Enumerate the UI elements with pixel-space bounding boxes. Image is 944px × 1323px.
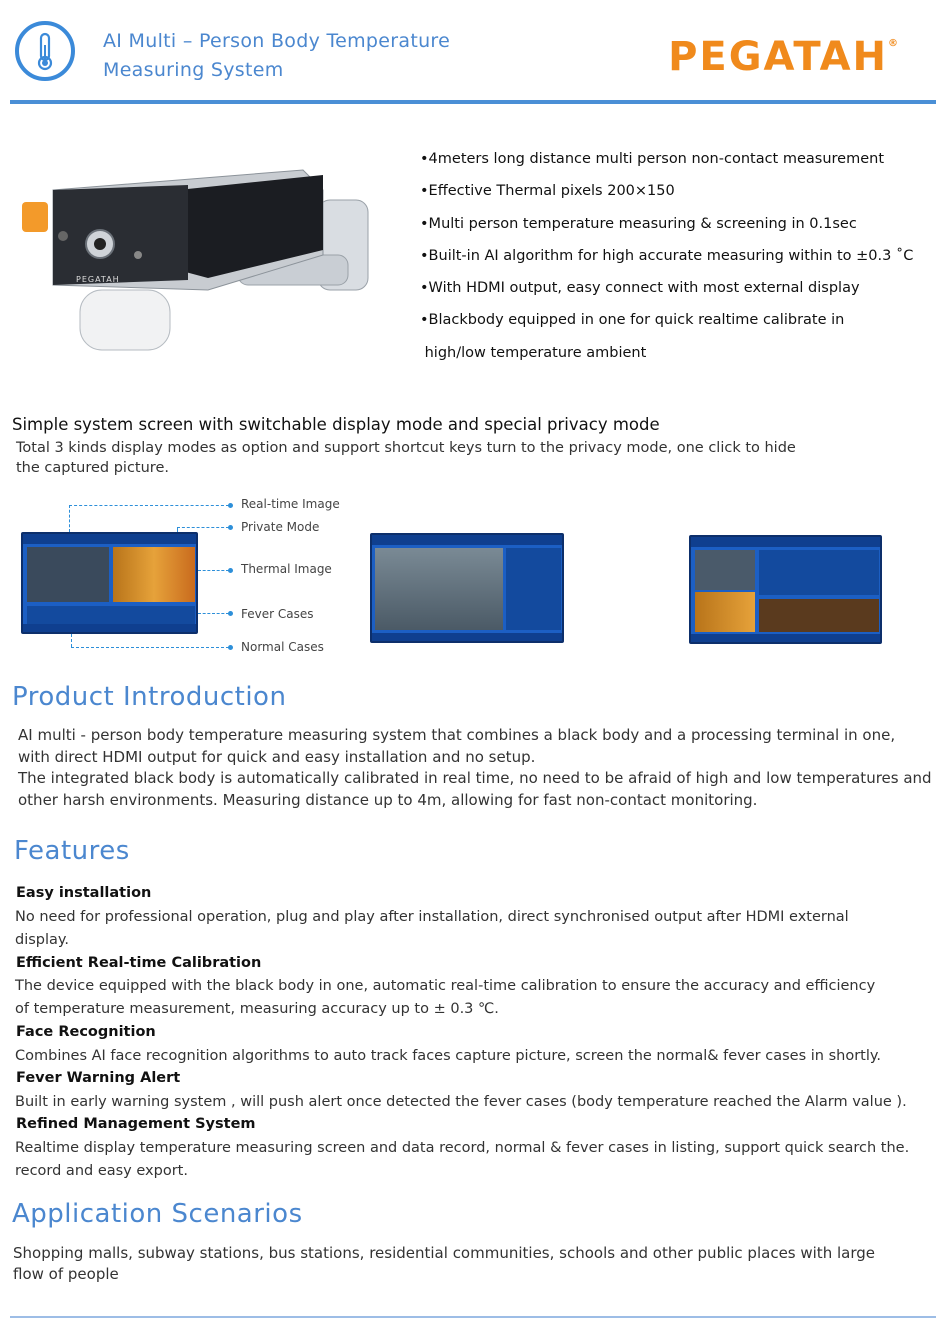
spec-bullet-list	[420, 148, 940, 374]
screen-section-line1: Total 3 kinds display modes as option and support shortcut keys turn to the privacy mode, one click to hide	[16, 440, 796, 456]
intro-line: AI multi - person body temperature measuring system that combines a black body and a processing terminal in one,	[18, 726, 896, 744]
spec-bullet: •Blackbody equipped in one for quick realtime calibrate in	[420, 312, 845, 329]
brand-logo	[668, 34, 900, 80]
spec-bullet: •With HDMI output, easy connect with most external display	[420, 280, 860, 297]
feature-text-line: of temperature measurement, measuring accuracy up to ± 0.3 ℃.	[15, 1001, 499, 1017]
feature-text-line: No need for professional operation, plug and play after installation, direct synchronised output after HDMI external	[15, 909, 849, 925]
page-title-line1: AI Multi – Person Body Temperature	[103, 30, 451, 52]
device-image	[18, 160, 378, 360]
feature-title: Efficient Real-time Calibration	[16, 955, 262, 971]
feature-text-line: Built in early warning system , will push alert once detected the fever cases (body temperature reached the Alarm value ).	[15, 1094, 907, 1110]
feature-text-line: record and easy export.	[15, 1163, 188, 1179]
footer-divider	[10, 1316, 936, 1318]
feature-text-line: Realtime display temperature measuring screen and data record, normal & fever cases in listing, support quick search the.	[15, 1140, 910, 1156]
spec-bullet: •Built-in AI algorithm for high accurate measuring within to ±0.3 ˚C	[420, 247, 914, 264]
scenarios-line: flow of people	[13, 1265, 119, 1283]
spec-bullet: high/low temperature ambient	[420, 344, 647, 361]
feature-text-line: Combines AI face recognition algorithms to auto track faces capture picture, screen the normal& fever cases in shortly.	[15, 1048, 881, 1064]
screen-mode-split	[21, 532, 198, 634]
callout-private-mode: Private Mode	[241, 520, 320, 534]
callout-realtime-image: Real-time Image	[241, 497, 340, 511]
features-heading: Features	[14, 836, 130, 866]
screen-section-line2: the captured picture.	[16, 460, 169, 476]
feature-text	[15, 1091, 915, 1114]
screen-mode-realtime	[370, 533, 564, 643]
feature-title: Fever Warning Alert	[16, 1070, 181, 1086]
intro-text	[18, 725, 932, 811]
intro-heading: Product Introduction	[12, 682, 287, 712]
spec-bullet: •4meters long distance multi person non-contact measurement	[420, 151, 884, 167]
scenarios-heading: Application Scenarios	[12, 1199, 303, 1229]
brand-name: PEGATAH	[668, 34, 888, 80]
feature-title: Easy installation	[16, 885, 152, 901]
callout-normal-cases: Normal Cases	[241, 640, 324, 654]
page-title-line2: Measuring System	[103, 59, 284, 81]
intro-line: other harsh environments. Measuring distance up to 4m, allowing for fast non-contact monitoring.	[18, 790, 758, 809]
feature-text-line: display.	[15, 932, 70, 948]
intro-line: The integrated black body is automatically calibrated in real time, no need to be afraid of high and low temperatures and	[18, 769, 932, 787]
feature-text	[15, 1045, 915, 1068]
scenarios-line: Shopping malls, subway stations, bus stations, residential communities, schools and other public places with large	[13, 1244, 875, 1262]
feature-title: Refined Management System	[16, 1116, 256, 1132]
spec-bullet: •Effective Thermal pixels 200×150	[420, 183, 675, 200]
intro-line: with direct HDMI output for quick and easy installation and no setup.	[18, 747, 536, 766]
brand-mark: ®	[888, 38, 900, 49]
feature-text-line: The device equipped with the black body in one, automatic real-time calibration to ensure the accuracy and efficiency	[15, 978, 876, 994]
callout-thermal-image: Thermal Image	[241, 562, 332, 576]
screen-section-title: Simple system screen with switchable display mode and special privacy mode	[12, 415, 660, 434]
spec-bullet: •Multi person temperature measuring & screening in 0.1sec	[420, 215, 857, 232]
screen-mode-thermal	[689, 535, 882, 644]
feature-text	[15, 1137, 915, 1183]
scenarios-text	[13, 1243, 875, 1285]
callout-fever-cases: Fever Cases	[241, 607, 314, 621]
header-divider	[10, 100, 936, 104]
feature-text	[15, 975, 915, 1021]
thermometer-logo-icon	[15, 21, 75, 81]
feature-title: Face Recognition	[16, 1024, 156, 1040]
feature-text	[15, 906, 915, 952]
device-label: PEGATAH	[76, 275, 120, 284]
